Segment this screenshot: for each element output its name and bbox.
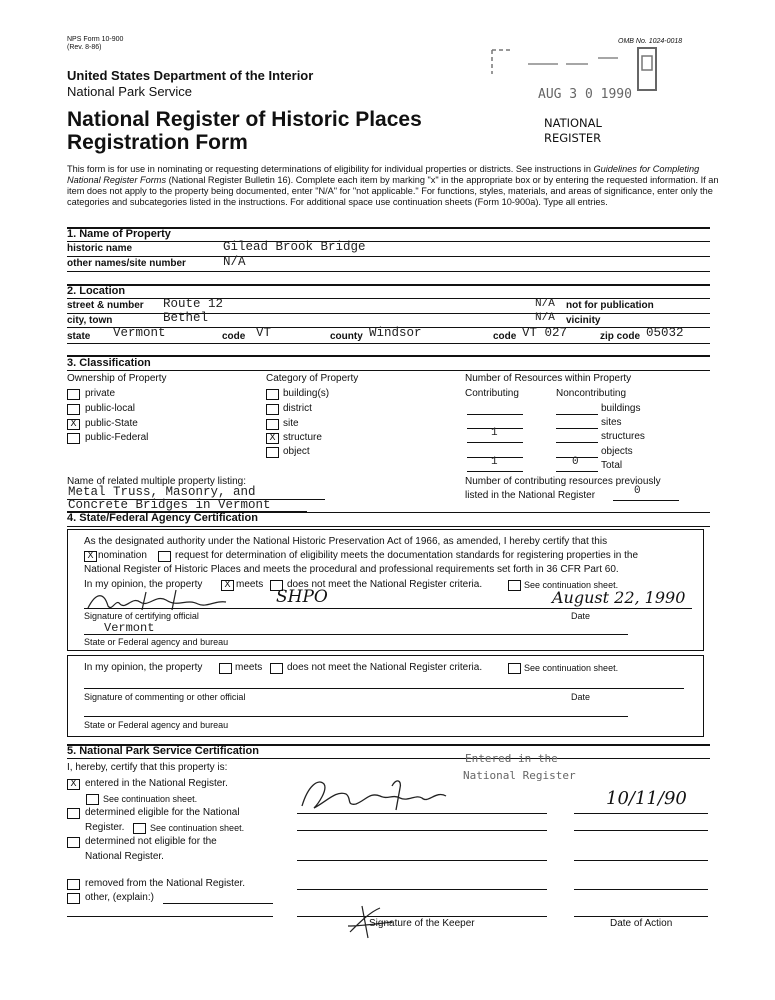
department-name: United States Department of the Interior	[67, 68, 314, 83]
commenting-signature-label: Signature of commenting or other official	[84, 692, 246, 702]
opinion2-prefix: In my opinion, the property	[84, 662, 203, 673]
category-site-label: site	[283, 418, 299, 429]
noncontributing-header: Noncontributing	[556, 388, 627, 399]
zip-label: zip code	[600, 331, 641, 342]
commenting-agency-label: State or Federal agency and bureau	[84, 720, 229, 730]
other-label: other, (explain:)	[85, 892, 154, 903]
entered-continuation-checkbox[interactable]	[86, 794, 99, 805]
ownership-header: Ownership of Property	[67, 373, 167, 384]
certifying-official-title: SHPO	[276, 587, 328, 607]
ownership-public-state-label: public-State	[85, 418, 138, 429]
section2-rule	[67, 284, 710, 286]
commenting-date-label: Date	[571, 692, 591, 702]
nps-certify-text: I, hereby, certify that this property is:	[67, 762, 228, 773]
entered-stamp-line2: National Register	[463, 769, 576, 782]
form-revision: (Rev. 8-86)	[67, 44, 102, 51]
previously-listed-line	[613, 500, 679, 501]
opinion2-continuation-label: See continuation sheet.	[524, 663, 619, 673]
not-for-publication-label: not for publication	[566, 300, 654, 311]
entered-stamp-line1: Entered in the	[465, 752, 558, 765]
other-names-label: other names/site number	[67, 258, 186, 269]
keeper-line-4	[297, 889, 547, 890]
state-code-value[interactable]: VT	[256, 326, 272, 340]
city-value[interactable]: Bethel	[163, 311, 209, 325]
ownership-private-checkbox[interactable]	[67, 389, 80, 400]
section3-rule	[67, 355, 710, 357]
objects-label: objects	[601, 446, 633, 457]
vicinity-label: vicinity	[566, 315, 601, 326]
previously-listed-value[interactable]: 0	[634, 485, 641, 497]
historic-name-line	[67, 256, 710, 257]
street-value[interactable]: Route 12	[163, 297, 224, 311]
zip-value[interactable]: 05032	[646, 326, 684, 340]
ownership-public-federal-checkbox[interactable]	[67, 433, 80, 444]
continuation-sheet-checkbox[interactable]	[508, 580, 521, 591]
buildings-contrib-line	[467, 414, 523, 415]
keeper-line-3	[297, 860, 547, 861]
section1-title: 1. Name of Property	[67, 228, 171, 240]
previously-listed-label2: listed in the National Register	[465, 490, 596, 501]
date-of-action-label: Date of Action	[610, 918, 673, 929]
certifying-agency-label: State or Federal agency and bureau	[84, 637, 229, 647]
eligible-continuation-label: See continuation sheet.	[150, 823, 245, 833]
total-label: Total	[601, 460, 623, 471]
does-not-meet-label: does not meet the National Register criteria.	[287, 579, 483, 590]
not-eligible-checkbox[interactable]	[67, 837, 80, 848]
other-explain-line	[163, 903, 273, 904]
keeper-date-line-2	[574, 830, 708, 831]
category-structure-checkbox[interactable]: X	[266, 433, 279, 444]
buildings-noncontrib-line	[556, 414, 598, 415]
entered-checkbox[interactable]: X	[67, 779, 80, 790]
category-district-label: district	[283, 403, 312, 414]
total-contributing[interactable]: 1	[491, 456, 498, 468]
certification-line3: National Register of Historic Places and meets the procedural and professional requirements set forth in 36 CFR Part 60.	[84, 564, 619, 575]
removed-label: removed from the National Register.	[85, 878, 246, 889]
keeper-signature-label: Signature of the Keeper	[369, 918, 475, 929]
contributing-header: Contributing	[465, 388, 519, 399]
commenting-signature-line	[84, 688, 684, 689]
certifying-signature-label: Signature of certifying official	[84, 611, 199, 621]
opinion2-meets-checkbox[interactable]	[219, 663, 232, 674]
request-checkbox[interactable]	[158, 551, 171, 562]
category-building-checkbox[interactable]	[266, 389, 279, 400]
certifying-agency-value[interactable]: Vermont	[104, 621, 155, 635]
not-eligible-label2: National Register.	[85, 851, 164, 862]
determined-eligible-checkbox[interactable]	[67, 808, 80, 819]
opinion2-does-not-meet-checkbox[interactable]	[270, 663, 283, 674]
vicinity-mark[interactable]: N/A	[535, 312, 555, 324]
keeper-line-1	[297, 813, 547, 814]
other-names-line	[67, 271, 710, 272]
nomination-label: nomination	[98, 550, 147, 561]
category-structure-label: structure	[283, 432, 322, 443]
ownership-public-federal-label: public-Federal	[85, 432, 149, 443]
service-name: National Park Service	[67, 84, 192, 99]
historic-name-label: historic name	[67, 243, 133, 254]
state-line	[67, 343, 710, 344]
street-label: street & number	[67, 300, 144, 311]
omb-number: OMB No. 1024-0018	[618, 38, 683, 45]
section5-title-underline	[67, 758, 710, 759]
category-site-checkbox[interactable]	[266, 419, 279, 430]
section4-title-underline	[67, 526, 710, 527]
structures-label: structures	[601, 431, 645, 442]
structures-contributing[interactable]: 1	[491, 427, 498, 439]
category-district-checkbox[interactable]	[266, 404, 279, 415]
received-stamp-date: AUG 3 0 1990	[538, 87, 632, 102]
not-for-publication-mark[interactable]: N/A	[535, 298, 555, 310]
commenting-agency-line	[84, 716, 628, 717]
other-checkbox[interactable]	[67, 893, 80, 904]
request-label: request for determination of eligibility meets the documentation standards for registering properties in the	[175, 550, 639, 561]
buildings-label: buildings	[601, 403, 641, 414]
certification-date-signed: August 22, 1990	[552, 588, 686, 607]
category-object-checkbox[interactable]	[266, 447, 279, 458]
form-number: NPS Form 10-900	[67, 36, 124, 43]
instructions-part1: This form is for use in nominating or requesting determinations of eligibility for individual properties or districts. See instructions in	[67, 164, 594, 174]
sites-label: sites	[601, 417, 622, 428]
keeper-date-line-3	[574, 860, 708, 861]
certification-line1: As the designated authority under the National Historic Preservation Act of 1966, as amended, I hereby certify that this	[84, 536, 608, 547]
section5-title: 5. National Park Service Certification	[67, 745, 259, 757]
ownership-public-state-checkbox[interactable]: X	[67, 419, 80, 430]
keeper-date-line-5	[574, 916, 708, 917]
sites-noncontrib-line	[556, 428, 598, 429]
form-title-line1: National Register of Historic Places	[67, 108, 422, 131]
certifying-date-label: Date	[571, 611, 591, 621]
related-listing-line1[interactable]: Metal Truss, Masonry, and	[68, 485, 256, 499]
structures-contrib-line	[467, 442, 523, 443]
opinion2-does-not-meet-label: does not meet the National Register criteria.	[287, 662, 483, 673]
county-label: county	[330, 331, 363, 342]
entered-label: entered in the National Register.	[85, 778, 228, 789]
structures-noncontrib-line	[556, 442, 598, 443]
previously-listed-label1: Number of contributing resources previously	[465, 476, 661, 487]
national-register-stamp-line2: REGISTER	[544, 131, 602, 145]
certifying-signature-line	[84, 608, 692, 609]
meets-label: meets	[236, 579, 264, 590]
ownership-private-label: private	[85, 388, 116, 399]
historic-name-value[interactable]: Gilead Brook Bridge	[223, 240, 366, 254]
keeper-line-2	[297, 830, 547, 831]
county-value[interactable]: Windsor	[369, 326, 422, 340]
other-explain-line2	[67, 916, 273, 917]
removed-checkbox[interactable]	[67, 879, 80, 890]
county-code-label: code	[493, 331, 517, 342]
ownership-public-local-checkbox[interactable]	[67, 404, 80, 415]
state-code-label: code	[222, 331, 246, 342]
meets-checkbox[interactable]: X	[221, 580, 234, 591]
section3-title-underline	[67, 370, 710, 371]
determined-eligible-label1: determined eligible for the National	[85, 807, 240, 818]
section2-title: 2. Location	[67, 285, 126, 297]
opinion2-meets-label: meets	[235, 662, 263, 673]
instructions-paragraph	[67, 164, 722, 208]
related-listing-line2[interactable]: Concrete Bridges in Vermont	[68, 498, 271, 512]
category-object-label: object	[283, 446, 310, 457]
section4-title: 4. State/Federal Agency Certification	[67, 512, 258, 524]
category-building-label: building(s)	[283, 388, 330, 399]
related-listing-label: Name of related multiple property listing:	[67, 476, 246, 487]
eligible-continuation-checkbox[interactable]	[133, 823, 146, 834]
keeper-line-5	[297, 916, 547, 917]
nomination-checkbox[interactable]: X	[84, 551, 97, 562]
continuation-sheet-label: See continuation sheet.	[524, 580, 619, 590]
keeper-date-line-1	[574, 813, 708, 814]
not-eligible-label1: determined not eligible for the	[85, 836, 217, 847]
keeper-signature	[296, 776, 496, 816]
determined-eligible-label2: Register.	[85, 822, 125, 833]
state-value[interactable]: Vermont	[113, 326, 166, 340]
state-label: state	[67, 331, 91, 342]
instructions-guidelines: Guidelines for Completing National Register Forms	[67, 164, 700, 185]
national-register-stamp-line1: NATIONAL	[544, 116, 602, 130]
category-header: Category of Property	[266, 373, 359, 384]
keeper-date-signed: 10/11/90	[606, 788, 687, 809]
form-title-line2: Registration Form	[67, 131, 248, 154]
instructions-part2: (National Register Bulletin 16). Complete each item by marking "x" in the appropriate box or by entering the requested information. If an item does not apply to the property being documented, enter "N/A" for "not applicable." For functions, styles, materials, and areas of significance, enter only the categories and subcategories listed in the instructions. For additional space use continuation sheets (Form 10-900a). Type all entries.	[67, 175, 719, 207]
opinion-prefix: In my opinion, the property	[84, 579, 203, 590]
keeper-date-line-4	[574, 889, 708, 890]
section1-title-underline	[67, 241, 710, 242]
section3-title: 3. Classification	[67, 357, 151, 369]
total-noncontrib-line	[556, 471, 598, 472]
total-contrib-line	[467, 471, 523, 472]
city-label: city, town	[67, 315, 113, 326]
opinion2-continuation-checkbox[interactable]	[508, 663, 521, 674]
certifying-agency-line	[84, 634, 628, 635]
county-code-value[interactable]: VT 027	[522, 326, 568, 340]
other-names-value[interactable]: N/A	[223, 255, 246, 269]
ownership-public-local-label: public-local	[85, 403, 136, 414]
resources-header: Number of Resources within Property	[465, 373, 632, 384]
entered-continuation-label: See continuation sheet.	[103, 794, 198, 804]
total-noncontributing[interactable]: 0	[572, 456, 579, 468]
